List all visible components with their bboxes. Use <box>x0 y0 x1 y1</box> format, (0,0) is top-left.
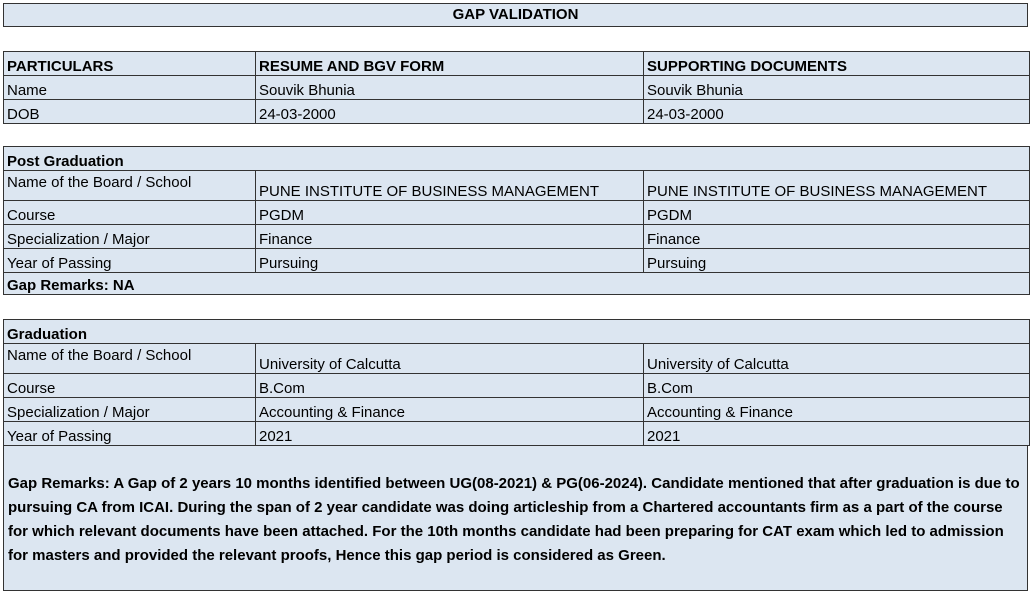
resume-value: 2021 <box>256 422 644 446</box>
section-heading: Post Graduation <box>4 147 1030 171</box>
docs-value: B.Com <box>644 374 1030 398</box>
table-row <box>4 374 1030 398</box>
resume-value: 24-03-2000 <box>256 100 644 124</box>
table-row <box>4 171 1030 201</box>
table-row <box>4 398 1030 422</box>
table-row <box>4 344 1030 374</box>
row-label: Course <box>4 201 256 225</box>
row-label: Year of Passing <box>4 422 256 446</box>
header-resume-bgv: RESUME AND BGV FORM <box>256 52 644 76</box>
docs-value: 2021 <box>644 422 1030 446</box>
row-label: Specialization / Major <box>4 225 256 249</box>
header-particulars: PARTICULARS <box>4 52 256 76</box>
row-label: Name <box>4 76 256 100</box>
row-label: Course <box>4 374 256 398</box>
personal-details-table <box>3 51 1030 124</box>
remarks-row <box>4 273 1030 295</box>
resume-value: B.Com <box>256 374 644 398</box>
table-row <box>4 225 1030 249</box>
graduation-table <box>3 319 1030 446</box>
table-row <box>4 201 1030 225</box>
resume-value: Accounting & Finance <box>256 398 644 422</box>
docs-value: PUNE INSTITUTE OF BUSINESS MANAGEMENT <box>644 171 1030 201</box>
gap-remarks: Gap Remarks: NA <box>4 273 1030 295</box>
table-row <box>4 76 1030 100</box>
docs-value: PGDM <box>644 201 1030 225</box>
page-title: GAP VALIDATION <box>3 3 1028 27</box>
graduation-gap-remarks: Gap Remarks: A Gap of 2 years 10 months identified between UG(08-2021) & PG(06-2024). Candidate mentioned that after graduation is due to pursuing CA from ICAI. During the span of 2 year candidate was doing articleship from a Chartered accountants firm as a part of the course for which relevant documents have been attached. For the 10th months candidate had been preparing for CAT exam which led to admission for masters and provided the relevant proofs, Hence this gap period is considered as Green. <box>3 445 1028 591</box>
row-label: Name of the Board / School <box>4 344 256 374</box>
section-heading-row <box>4 320 1030 344</box>
row-label: DOB <box>4 100 256 124</box>
section-heading: Graduation <box>4 320 1030 344</box>
table-row <box>4 249 1030 273</box>
table-row <box>4 422 1030 446</box>
resume-value: Finance <box>256 225 644 249</box>
resume-value: Pursuing <box>256 249 644 273</box>
docs-value: Accounting & Finance <box>644 398 1030 422</box>
docs-value: Souvik Bhunia <box>644 76 1030 100</box>
row-label: Year of Passing <box>4 249 256 273</box>
resume-value: PGDM <box>256 201 644 225</box>
post-graduation-table <box>3 146 1030 295</box>
row-label: Specialization / Major <box>4 398 256 422</box>
resume-value: PUNE INSTITUTE OF BUSINESS MANAGEMENT <box>256 171 644 201</box>
table-row <box>4 100 1030 124</box>
docs-value: University of Calcutta <box>644 344 1030 374</box>
resume-value: Souvik Bhunia <box>256 76 644 100</box>
table-header-row <box>4 52 1030 76</box>
section-heading-row <box>4 147 1030 171</box>
header-supporting-docs: SUPPORTING DOCUMENTS <box>644 52 1030 76</box>
resume-value: University of Calcutta <box>256 344 644 374</box>
docs-value: 24-03-2000 <box>644 100 1030 124</box>
docs-value: Finance <box>644 225 1030 249</box>
row-label: Name of the Board / School <box>4 171 256 201</box>
docs-value: Pursuing <box>644 249 1030 273</box>
